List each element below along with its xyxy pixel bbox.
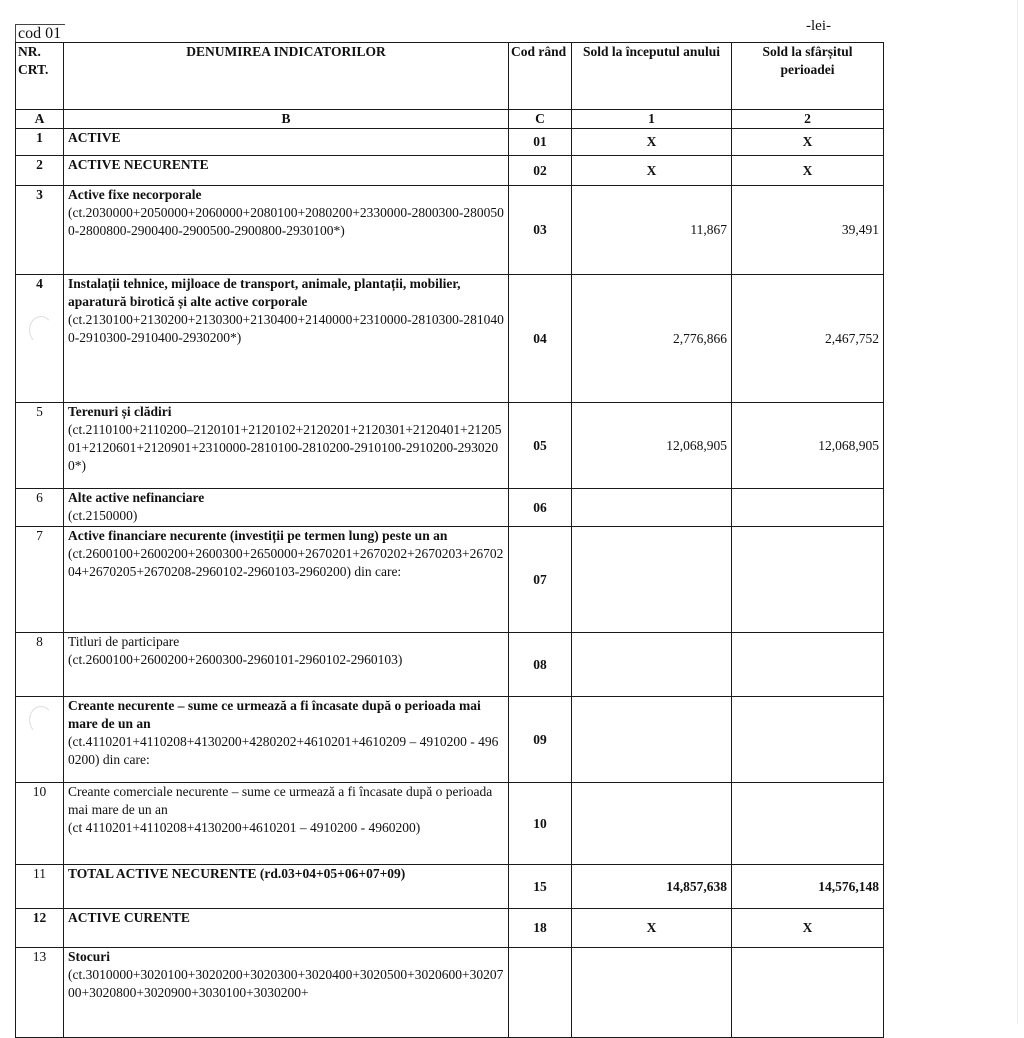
table-row xyxy=(16,129,884,156)
account-formula: (ct.2600100+2600200+2600300+2650000+2670201+2670202+2670203+2670204+2670205+2670208-2960102-2960103-2960200) din care: xyxy=(68,546,504,579)
row-number: 8 xyxy=(16,633,64,697)
sold-inceput-value: 11,867 xyxy=(572,186,732,275)
indicator-description xyxy=(64,275,509,403)
indicator-description xyxy=(64,129,509,156)
account-formula: (ct.3010000+3020100+3020200+3020300+3020400+3020500+3020600+3020700+3020800+3020900+3030100+3030200+ xyxy=(68,967,504,1000)
table-header-row xyxy=(16,43,884,110)
indicator-description xyxy=(64,783,509,865)
account-formula: (ct.2110100+2110200–2120101+2120102+2120201+2120301+2120401+2120501+2120601+2120901+2310000-2810100-2810200-2910100-2910200-2930200*) xyxy=(68,422,502,473)
indicator-title: ACTIVE CURENTE xyxy=(68,910,190,925)
indicator-title: Active fixe necorporale xyxy=(68,187,202,202)
account-formula: (ct.2600100+2600200+2600300-2960101-2960102-2960103) xyxy=(68,652,403,667)
row-number: 6 xyxy=(16,489,64,527)
sold-sfarsit-value: X xyxy=(732,909,884,948)
currency-unit-label: -lei- xyxy=(806,18,831,34)
header-cod-rand: Cod rând xyxy=(509,43,572,110)
scan-edge-line xyxy=(1017,0,1018,1024)
header-sold-sfarsit: Sold la sfârșitul perioadei xyxy=(732,43,884,110)
account-formula: (ct.4110201+4110208+4130200+4280202+4610201+4610209 – 4910200 - 4960200) din care: xyxy=(68,734,499,767)
table-row xyxy=(16,403,884,489)
indicator-title: Stocuri xyxy=(68,949,110,964)
row-number: 3 xyxy=(16,186,64,275)
row-number: 7 xyxy=(16,527,64,633)
row-code: 03 xyxy=(509,186,572,275)
sold-inceput-value xyxy=(572,948,732,1038)
table-row xyxy=(16,527,884,633)
column-letter: A xyxy=(16,110,64,129)
sold-inceput-value xyxy=(572,633,732,697)
indicator-title: TOTAL ACTIVE NECURENTE (rd.03+04+05+06+07+09) xyxy=(68,866,406,881)
indicator-description xyxy=(64,527,509,633)
form-code-label: cod 01 xyxy=(15,24,65,43)
sold-sfarsit-value xyxy=(732,489,884,527)
row-code: 07 xyxy=(509,527,572,633)
sold-sfarsit-value xyxy=(732,783,884,865)
row-number: 10 xyxy=(16,783,64,865)
column-letter: 1 xyxy=(572,110,732,129)
row-number: 2 xyxy=(16,156,64,186)
sold-inceput-value: X xyxy=(572,909,732,948)
indicator-title: Creante comerciale necurente – sume ce urmează a fi încasate după o perioada mai mare de un an xyxy=(68,784,493,817)
indicator-description xyxy=(64,403,509,489)
indicator-description xyxy=(64,865,509,909)
header-denumire: DENUMIREA INDICATORILOR xyxy=(64,43,509,110)
column-letter: 2 xyxy=(732,110,884,129)
sold-inceput-value: X xyxy=(572,156,732,186)
table-row xyxy=(16,783,884,865)
account-formula: (ct 4110201+4110208+4130200+4610201 – 4910200 - 4960200) xyxy=(68,820,421,835)
row-code: 06 xyxy=(509,489,572,527)
row-number: 12 xyxy=(16,909,64,948)
row-code: 02 xyxy=(509,156,572,186)
row-code: 04 xyxy=(509,275,572,403)
row-code: 05 xyxy=(509,403,572,489)
row-code: 08 xyxy=(509,633,572,697)
sold-inceput-value: 14,857,638 xyxy=(572,865,732,909)
account-formula: (ct.2130100+2130200+2130300+2130400+2140000+2310000-2810300-2810400-2910300-2910400-2930200*) xyxy=(68,312,504,345)
indicator-title: Active financiare necurente (investiții pe termen lung) peste un an xyxy=(68,528,448,543)
indicator-description xyxy=(64,697,509,783)
row-number: 1 xyxy=(16,129,64,156)
indicator-title: ACTIVE NECURENTE xyxy=(68,157,209,172)
indicator-title: Instalații tehnice, mijloace de transport, animale, plantații, mobilier, aparatură birotică și alte active corporale xyxy=(68,276,461,309)
sold-sfarsit-value xyxy=(732,697,884,783)
table-row xyxy=(16,948,884,1038)
table-row xyxy=(16,865,884,909)
table-row xyxy=(16,697,884,783)
row-number: 4 xyxy=(16,275,64,403)
sold-inceput-value: X xyxy=(572,129,732,156)
sold-sfarsit-value: 39,491 xyxy=(732,186,884,275)
header-sold-inceput: Sold la începutul anului xyxy=(572,43,732,110)
column-letter: B xyxy=(64,110,509,129)
sold-inceput-value: 2,776,866 xyxy=(572,275,732,403)
sold-inceput-value xyxy=(572,783,732,865)
row-code xyxy=(509,948,572,1038)
row-number: 5 xyxy=(16,403,64,489)
table-row xyxy=(16,275,884,403)
indicator-description xyxy=(64,909,509,948)
header-nr-crt: NR. CRT. xyxy=(16,43,64,110)
row-code: 09 xyxy=(509,697,572,783)
row-number: 13 xyxy=(16,948,64,1038)
indicator-title: Terenuri și clădiri xyxy=(68,404,172,419)
sold-sfarsit-value: 2,467,752 xyxy=(732,275,884,403)
sold-sfarsit-value xyxy=(732,527,884,633)
indicator-description xyxy=(64,633,509,697)
row-number: 11 xyxy=(16,865,64,909)
indicator-description xyxy=(64,489,509,527)
sold-sfarsit-value: X xyxy=(732,129,884,156)
indicator-title: Alte active nefinanciare xyxy=(68,490,205,505)
balance-sheet-table xyxy=(15,42,884,1038)
sold-sfarsit-value xyxy=(732,948,884,1038)
table-body xyxy=(16,129,884,1038)
row-code: 15 xyxy=(509,865,572,909)
sold-sfarsit-value xyxy=(732,633,884,697)
indicator-description xyxy=(64,186,509,275)
scan-artifact-circle xyxy=(29,706,53,734)
indicator-title: Titluri de participare xyxy=(68,634,180,649)
row-code: 10 xyxy=(509,783,572,865)
indicator-title: ACTIVE xyxy=(68,130,121,145)
sold-sfarsit-value: 14,576,148 xyxy=(732,865,884,909)
column-letter: C xyxy=(509,110,572,129)
sold-inceput-value xyxy=(572,697,732,783)
sold-sfarsit-value: X xyxy=(732,156,884,186)
account-formula: (ct.2150000) xyxy=(68,508,138,523)
column-letter-row xyxy=(16,110,884,129)
sold-inceput-value: 12,068,905 xyxy=(572,403,732,489)
indicator-title: Creante necurente – sume ce urmează a fi încasate după o perioada mai mare de un an xyxy=(68,698,481,731)
indicator-description xyxy=(64,156,509,186)
account-formula: (ct.2030000+2050000+2060000+2080100+2080200+2330000-2800300-2800500-2800800-2900400-2900500-2900800-2930100*) xyxy=(68,205,504,238)
table-row xyxy=(16,633,884,697)
sold-sfarsit-value: 12,068,905 xyxy=(732,403,884,489)
sold-inceput-value xyxy=(572,527,732,633)
row-code: 18 xyxy=(509,909,572,948)
table-row xyxy=(16,489,884,527)
scan-artifact-circle xyxy=(29,316,53,344)
indicator-description xyxy=(64,948,509,1038)
sold-inceput-value xyxy=(572,489,732,527)
table-row xyxy=(16,156,884,186)
table-row xyxy=(16,186,884,275)
row-code: 01 xyxy=(509,129,572,156)
table-row xyxy=(16,909,884,948)
